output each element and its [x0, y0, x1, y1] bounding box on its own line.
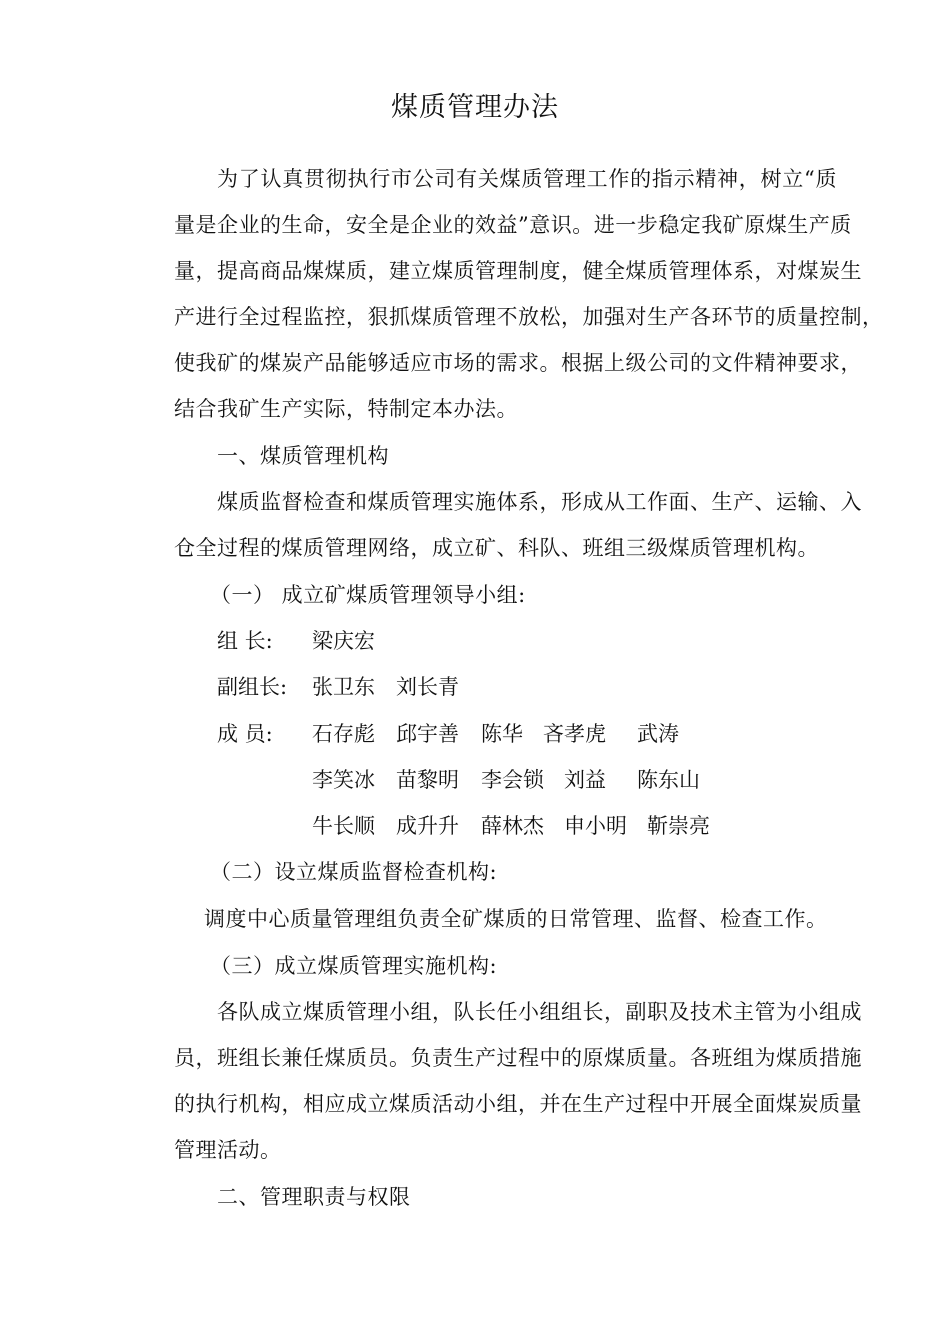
subsection-text: 调度中心质量管理组负责全矿煤质的日常管理、监督、检查工作。 — [204, 907, 828, 931]
intro-line: 产进行全过程监控，狠抓煤质管理不放松，加强对生产各环节的质量控制， — [174, 305, 884, 329]
leader-label: 组 长: — [217, 629, 273, 653]
leader-name: 梁庆宏 — [312, 629, 375, 653]
member-name: 刘益 — [564, 768, 606, 792]
section-paragraph-line: 煤质监督检查和煤质管理实施体系，形成从工作面、生产、运输、入 — [217, 490, 862, 514]
member-name: 武涛 — [637, 722, 679, 746]
member-name: 薛林杰 — [481, 814, 544, 838]
member-name: 李会锁 — [481, 768, 544, 792]
member-name: 吝孝虎 — [543, 722, 606, 746]
member-name: 李笑冰 — [312, 768, 375, 792]
subsection-heading: （一） 成立矿煤质管理领导小组: — [210, 583, 526, 607]
subsection-paragraph-line: 员，班组长兼任煤质员。负责生产过程中的原煤质量。各班组为煤质措施 — [174, 1046, 862, 1070]
section-heading: 二、管理职责与权限 — [217, 1185, 411, 1209]
member-name: 邱宇善 — [396, 722, 459, 746]
subsection-heading: （三）成立煤质管理实施机构: — [210, 954, 498, 978]
page-title: 煤质管理办法 — [391, 92, 559, 123]
subsection-paragraph-line: 管理活动。 — [174, 1138, 282, 1162]
member-name: 苗黎明 — [396, 768, 459, 792]
intro-line: 使我矿的煤炭产品能够适应市场的需求。根据上级公司的文件精神要求， — [174, 351, 862, 375]
member-name: 成升升 — [396, 814, 459, 838]
section-heading: 一、煤质管理机构 — [217, 444, 389, 468]
subsection-heading: （二）设立煤质监督检查机构: — [210, 860, 498, 884]
member-name: 牛长顺 — [312, 814, 375, 838]
intro-line: 结合我矿生产实际，特制定本办法。 — [174, 397, 518, 421]
member-name: 申小明 — [564, 814, 627, 838]
deputy-name: 张卫东 — [312, 675, 375, 699]
subsection-paragraph-line: 各队成立煤质管理小组，队长任小组组长，副职及技术主管为小组成 — [217, 1000, 862, 1024]
deputy-label: 副组长: — [217, 675, 288, 699]
intro-line: 为了认真贯彻执行市公司有关煤质管理工作的指示精神，树立“质 — [217, 167, 837, 191]
intro-line: 量是企业的生命，安全是企业的效益”意识。进一步稳定我矿原煤生产质 — [174, 213, 852, 237]
deputy-name: 刘长青 — [396, 675, 459, 699]
section-paragraph-line: 仓全过程的煤质管理网络，成立矿、科队、班组三级煤质管理机构。 — [174, 536, 819, 560]
member-name: 靳崇亮 — [647, 814, 710, 838]
subsection-paragraph-line: 的执行机构，相应成立煤质活动小组，并在生产过程中开展全面煤炭质量 — [174, 1092, 862, 1116]
member-label: 成 员: — [217, 722, 273, 746]
member-name: 陈华 — [481, 722, 523, 746]
intro-line: 量，提高商品煤煤质，建立煤质管理制度，健全煤质管理体系，对煤炭生 — [174, 259, 862, 283]
member-name: 石存彪 — [312, 722, 375, 746]
member-name: 陈东山 — [637, 768, 700, 792]
